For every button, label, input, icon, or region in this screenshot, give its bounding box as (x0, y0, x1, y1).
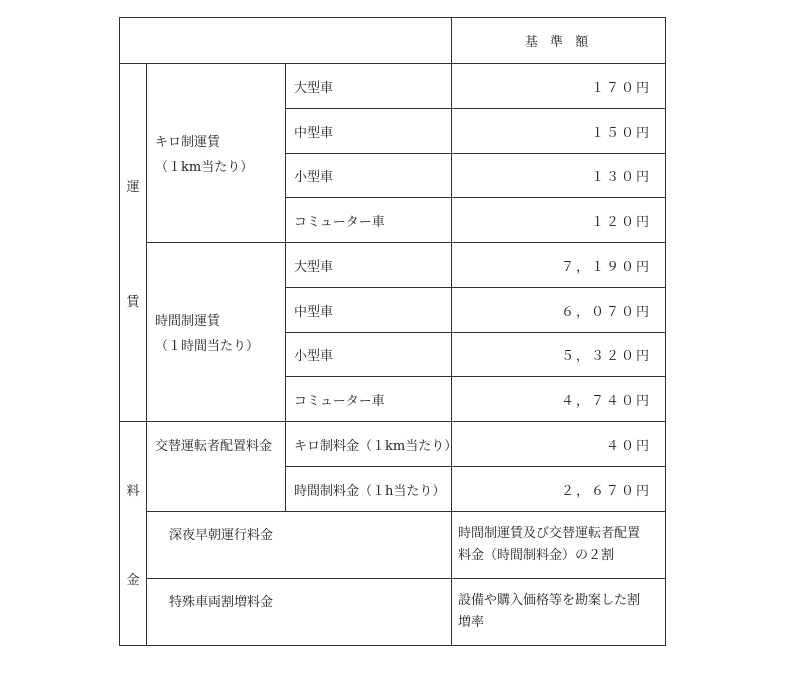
fare-table (119, 17, 666, 646)
special-vehicle-note-cell (452, 579, 666, 646)
special-vehicle-note-line2: 増率 (458, 615, 485, 630)
time-fare-label-line1: 時間制運賃 (155, 314, 221, 329)
time-fare-label-cell (147, 243, 286, 422)
header-blank-cell (120, 18, 452, 64)
vehicle-cell: 大型車 (286, 64, 452, 109)
late-night-note-cell (452, 512, 666, 579)
table-row (120, 422, 666, 467)
amount-cell: ５，３２０円 (452, 333, 666, 377)
group-ryokin-char-1: 料 (126, 483, 140, 499)
amount-cell: ７，１９０円 (452, 243, 666, 288)
item-cell: 時間制料金（１h当たり） (286, 467, 452, 512)
vehicle-cell: 中型車 (286, 109, 452, 154)
amount-cell: １３０円 (452, 154, 666, 198)
km-fare-label-line1: キロ制運賃 (155, 135, 221, 150)
vehicle-cell: 小型車 (286, 154, 452, 198)
late-night-note-line1: 時間制運賃及び交替運転者配置 (458, 526, 641, 541)
amount-cell: ２，６７０円 (452, 467, 666, 512)
group-ryokin-char-2: 金 (126, 572, 140, 588)
vehicle-cell: コミューター車 (286, 377, 452, 422)
amount-cell: １５０円 (452, 109, 666, 154)
vehicle-cell: 小型車 (286, 333, 452, 377)
group-ryokin-cell (120, 422, 147, 646)
relief-driver-label: 交替運転者配置料金 (147, 422, 286, 512)
amount-cell: １２０円 (452, 198, 666, 243)
time-fare-label-line2: （１時間当たり） (155, 339, 260, 354)
item-cell: キロ制料金（１km当たり） (286, 422, 452, 467)
group-unchin-cell (120, 64, 147, 422)
special-vehicle-note-line1: 設備や購入価格等を勘案した割 (458, 593, 641, 608)
late-night-label: 深夜早朝運行料金 (147, 512, 452, 579)
vehicle-cell: コミューター車 (286, 198, 452, 243)
special-vehicle-label: 特殊車両割増料金 (147, 579, 452, 646)
vehicle-cell: 中型車 (286, 288, 452, 333)
late-night-note-line2: 料金（時間制料金）の２割 (458, 548, 615, 563)
km-fare-label-line2: （１km当たり） (155, 160, 254, 175)
group-unchin-char-2: 賃 (126, 294, 140, 310)
amount-cell: ６，０７０円 (452, 288, 666, 333)
amount-cell: ４，７４０円 (452, 377, 666, 422)
amount-cell: １７０円 (452, 64, 666, 109)
km-fare-label-cell (147, 64, 286, 243)
table-row (120, 579, 666, 646)
group-unchin-char-1: 運 (126, 179, 140, 195)
header-row (120, 18, 666, 64)
table-row (120, 64, 666, 109)
amount-cell: ４０円 (452, 422, 666, 467)
vehicle-cell: 大型車 (286, 243, 452, 288)
table-row (120, 243, 666, 288)
header-amount: 基 準 額 (452, 18, 666, 64)
table-row (120, 512, 666, 579)
